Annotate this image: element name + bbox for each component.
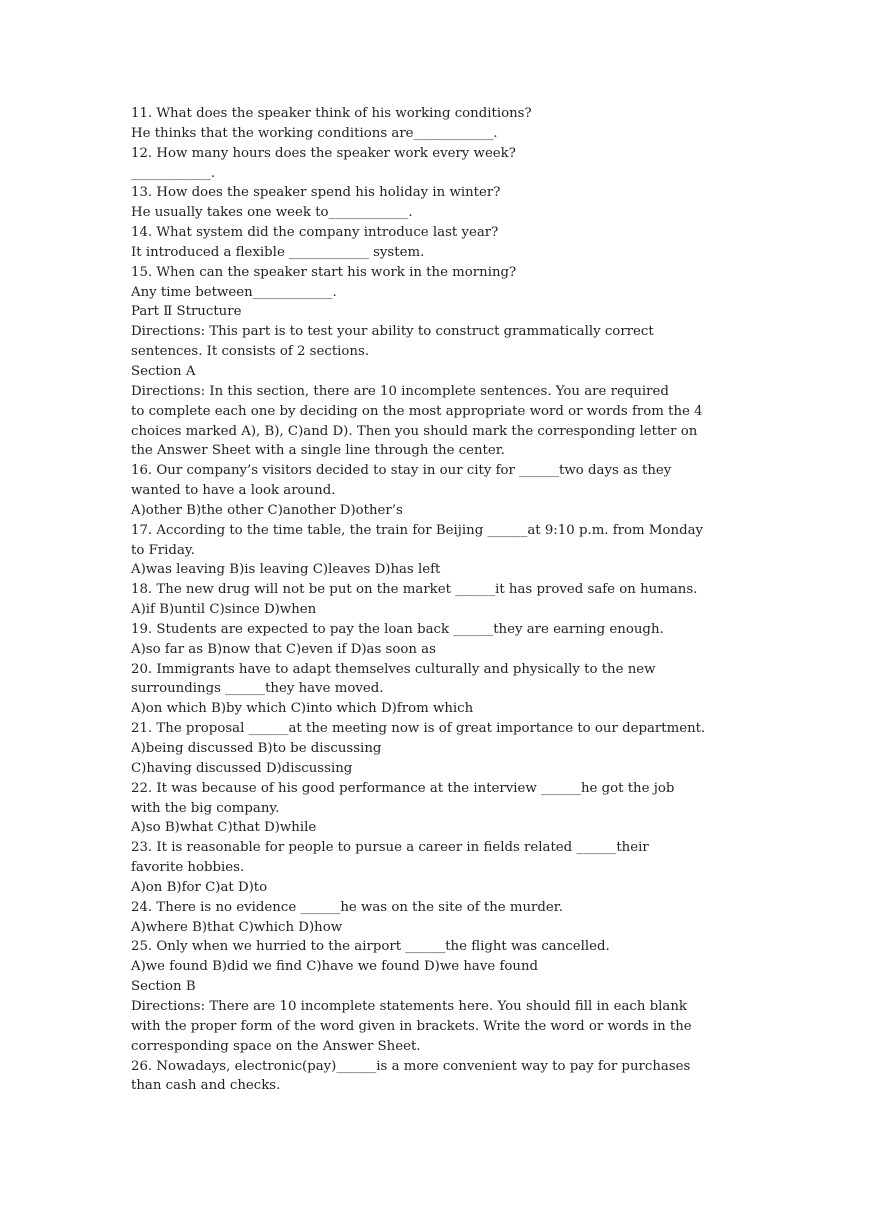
- text-line: A)on B)for C)at D)to: [131, 879, 268, 895]
- text-line: 16. Our company’s visitors decided to stay in our city for ______two days as they: [131, 463, 672, 479]
- text-line: A)so far as B)now that C)even if D)as soon as: [131, 641, 436, 657]
- text-line: Directions: This part is to test your ability to construct grammatically correct: [131, 324, 654, 340]
- text-line: 18. The new drug will not be put on the market ______it has proved safe on humans.: [131, 582, 698, 598]
- text-line: A)if B)until C)since D)when: [131, 602, 317, 618]
- text-line: ____________.: [131, 165, 216, 181]
- text-line: 24. There is no evidence ______he was on the site of the murder.: [131, 899, 563, 915]
- text-line: A)other B)the other C)another D)other’s: [131, 502, 403, 518]
- text-line: Section B: [131, 979, 196, 995]
- text-line: A)so B)what C)that D)while: [131, 820, 317, 836]
- text-line: 20. Immigrants have to adapt themselves culturally and physically to the new: [131, 661, 656, 677]
- text-line: C)having discussed D)discussing: [131, 760, 353, 776]
- text-line: A)we found B)did we find C)have we found D)we have found: [131, 959, 539, 975]
- text-line: 25. Only when we hurried to the airport ______the flight was cancelled.: [131, 939, 610, 955]
- text-line: It introduced a flexible ____________ system.: [131, 244, 425, 260]
- text-line: favorite hobbies.: [131, 860, 245, 876]
- text-line: Directions: In this section, there are 10 incomplete sentences. You are required: [131, 383, 669, 399]
- text-line: 21. The proposal ______at the meeting now is of great importance to our department.: [131, 721, 706, 737]
- text-line: choices marked A), B), C)and D). Then you should mark the corresponding letter on: [131, 423, 698, 439]
- text-line: Directions: There are 10 incomplete statements here. You should fill in each blank: [131, 998, 687, 1014]
- text-line: the Answer Sheet with a single line through the center.: [131, 443, 505, 459]
- text-line: A)being discussed B)to be discussing: [131, 741, 382, 756]
- text-line: 19. Students are expected to pay the loan back ______they are earning enough.: [131, 621, 664, 637]
- text-line: He thinks that the working conditions are____________.: [131, 125, 498, 141]
- text-line: 13. How does the speaker spend his holiday in winter?: [131, 185, 501, 201]
- text-line: He usually takes one week to____________.: [131, 205, 413, 221]
- text-line: Section A: [131, 363, 196, 379]
- text-line: sentences. It consists of 2 sections.: [131, 344, 370, 360]
- text-line: to Friday.: [131, 542, 195, 558]
- text-line: than cash and checks.: [131, 1078, 281, 1094]
- text-line: wanted to have a look around.: [131, 483, 336, 499]
- text-line: 14. What system did the company introduce last year?: [131, 225, 499, 241]
- text-line: A)on which B)by which C)into which D)from which: [131, 701, 474, 717]
- text-line: 15. When can the speaker start his work in the morning?: [131, 264, 517, 280]
- text-line: with the proper form of the word given in brackets. Write the word or words in the: [131, 1018, 692, 1034]
- text-line: Any time between____________.: [131, 284, 337, 300]
- text-line: 12. How many hours does the speaker work every week?: [131, 145, 516, 161]
- text-line: 22. It was because of his good performance at the interview ______he got the job: [131, 780, 675, 796]
- text-line: 11. What does the speaker think of his working conditions?: [131, 106, 532, 121]
- document-page: [131, 104, 741, 1096]
- text-line: to complete each one by deciding on the most appropriate word or words from the 4: [131, 403, 703, 419]
- text-line: 17. According to the time table, the train for Beijing ______at 9:10 p.m. from Monday: [131, 522, 704, 538]
- text-line: Part Ⅱ Structure: [131, 304, 242, 320]
- text-line: 23. It is reasonable for people to pursue a career in fields related ______their: [131, 840, 649, 856]
- text-line: with the big company.: [131, 800, 280, 816]
- text-line: A)was leaving B)is leaving C)leaves D)has left: [131, 562, 441, 578]
- text-line: corresponding space on the Answer Sheet.: [131, 1038, 421, 1054]
- text-line: 26. Nowadays, electronic(pay)______is a more convenient way to pay for purchases: [131, 1058, 691, 1074]
- text-line: surroundings ______they have moved.: [131, 681, 384, 697]
- text-line: A)where B)that C)which D)how: [131, 919, 343, 935]
